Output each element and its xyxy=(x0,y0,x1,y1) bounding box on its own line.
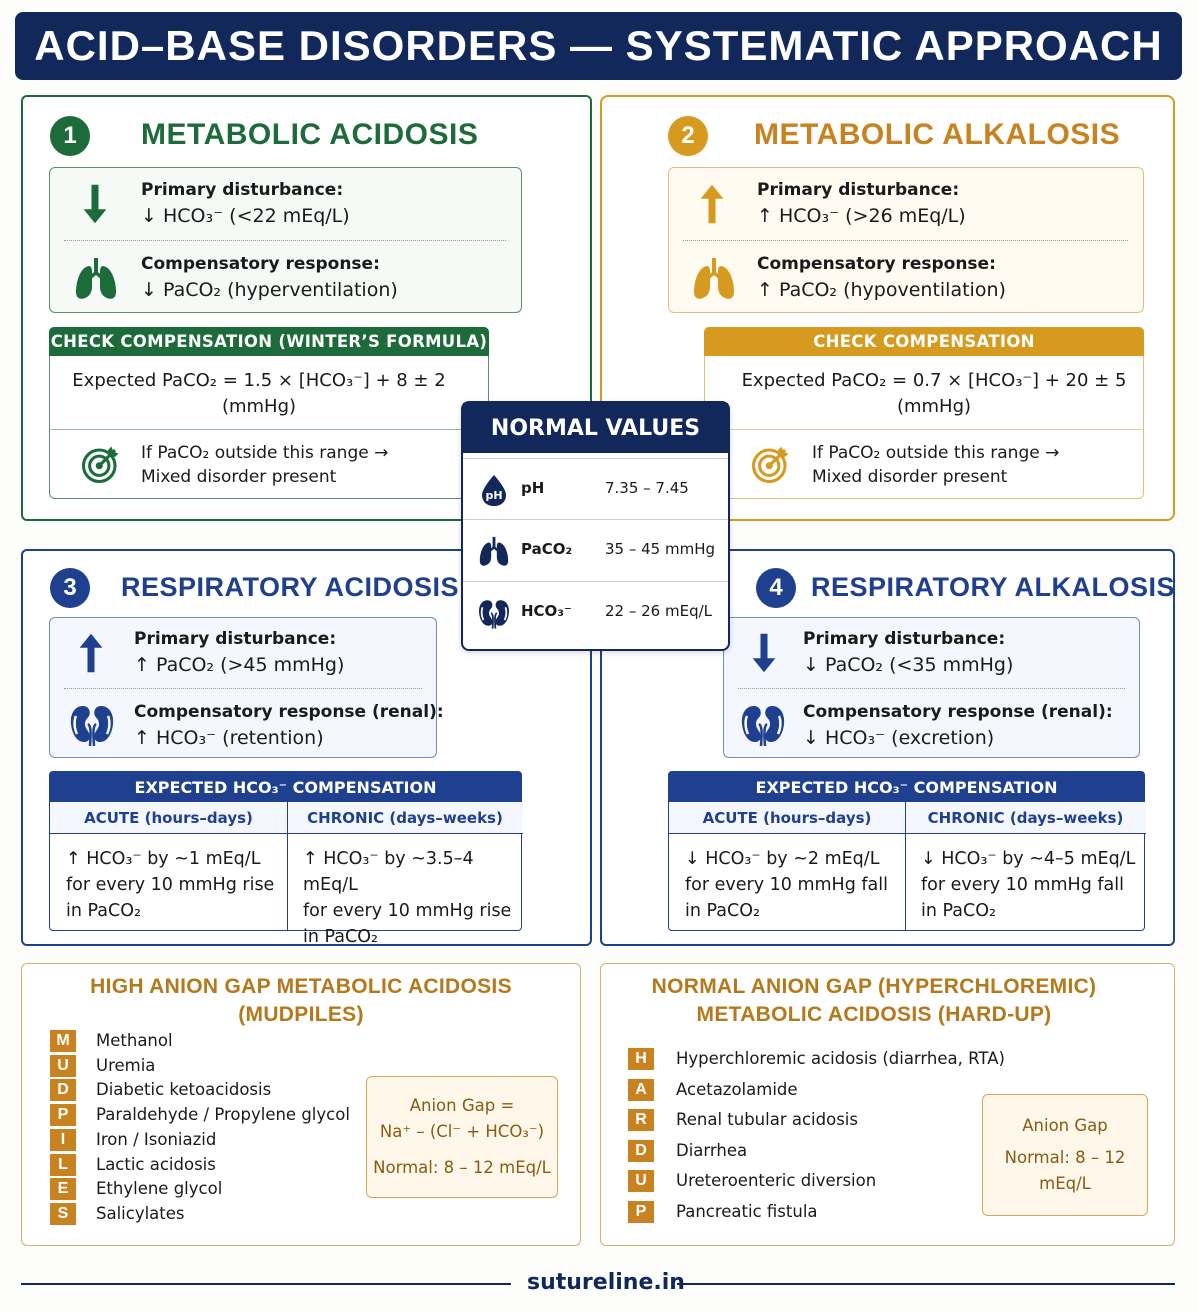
lungs-icon xyxy=(72,254,120,302)
mnemonic-item: Diabetic ketoacidosis xyxy=(96,1080,272,1100)
mnemonic-letter: E xyxy=(50,1178,76,1200)
target-icon xyxy=(80,443,122,485)
mixed-disorder-note xyxy=(812,441,1059,489)
divider xyxy=(51,429,487,430)
cell-line: in PaCO₂ xyxy=(685,901,761,921)
arrow-down-icon xyxy=(750,632,778,674)
anion-gap-formula-box xyxy=(366,1076,558,1198)
cell-line: ↑ HCO₃⁻ by ~1 mEq/L xyxy=(66,849,261,869)
arrow-down-icon xyxy=(81,183,109,225)
gap-line: Normal: 8 – 12 xyxy=(1004,1148,1126,1167)
normal-values-card xyxy=(461,401,730,651)
compensation-formula xyxy=(724,368,1144,420)
mnemonic-item: Renal tubular acidosis xyxy=(676,1110,858,1129)
mudpiles-title xyxy=(21,973,581,1029)
mnemonic-item: Uremia xyxy=(96,1055,156,1075)
mnemonic-letter: D xyxy=(50,1079,76,1101)
target-icon xyxy=(750,443,792,485)
formula-unit: (mmHg) xyxy=(221,396,297,417)
compensation-label: Compensatory response: xyxy=(757,254,996,274)
footer-site[interactable]: sutureline.in xyxy=(527,1270,685,1295)
title-line: METABOLIC ACIDOSIS (HARD-UP) xyxy=(696,1003,1052,1026)
mnemonic-letter: L xyxy=(50,1154,76,1176)
divider xyxy=(683,240,1128,241)
primary-label: Primary disturbance: xyxy=(134,629,337,649)
mnemonic-letter: R xyxy=(628,1109,654,1131)
compensation-value: ↓ PaCO₂ (hyperventilation) xyxy=(141,279,398,301)
mnemonic-letter: U xyxy=(628,1170,654,1192)
cell-line: for every 10 mmHg rise xyxy=(66,875,275,895)
mnemonic-item: Pancreatic fistula xyxy=(676,1201,818,1221)
footer-divider-right xyxy=(677,1283,1175,1285)
mnemonic-item: Paraldehyde / Propylene glycol xyxy=(96,1105,350,1125)
normal-values-heading: NORMAL VALUES xyxy=(463,403,728,453)
kidneys-icon xyxy=(68,700,116,748)
mixed-disorder-note xyxy=(141,441,388,489)
mnemonic-letter: S xyxy=(50,1203,76,1225)
mnemonic-item: Iron / Isoniazid xyxy=(96,1129,217,1149)
formula-text: Expected PaCO₂ = 1.5 × [HCO₃⁻] + 8 ± 2 xyxy=(72,370,446,391)
section-number-badge: 1 xyxy=(50,116,90,156)
formula-unit: (mmHg) xyxy=(896,396,972,417)
normal-value-row xyxy=(463,458,728,520)
note-line: Mixed disorder present xyxy=(812,467,1008,487)
mnemonic-letter: U xyxy=(50,1055,76,1077)
drop-icon-label: pH xyxy=(485,489,503,502)
mnemonic-item: Ethylene glycol xyxy=(96,1179,223,1199)
title-line: NORMAL ANION GAP (HYPERCHLOREMIC) xyxy=(651,975,1097,998)
arrow-up-icon xyxy=(77,632,105,674)
column-header-chronic: CHRONIC (days–weeks) xyxy=(905,802,1146,834)
check-compensation-header: CHECK COMPENSATION xyxy=(704,327,1144,356)
expected-compensation-table xyxy=(668,771,1145,931)
lungs-icon xyxy=(477,534,511,568)
winters-formula xyxy=(49,368,469,420)
primary-value: ↓ HCO₃⁻ (<22 mEq/L) xyxy=(141,205,350,227)
value-name: PaCO₂ xyxy=(521,540,573,558)
hardup-title xyxy=(600,973,1148,1029)
value-range: 35 – 45 mmHg xyxy=(605,540,716,558)
cell-line: in PaCO₂ xyxy=(66,901,142,921)
cell-line: in PaCO₂ xyxy=(303,927,379,947)
chronic-cell xyxy=(905,846,1135,924)
value-range: 22 – 26 mEq/L xyxy=(605,602,712,620)
anion-gap-normal-box xyxy=(982,1094,1148,1216)
divider xyxy=(706,429,1142,430)
mnemonic-item: Hyperchloremic acidosis (diarrhea, RTA) xyxy=(676,1049,1005,1068)
mnemonic-item: Acetazolamide xyxy=(676,1079,798,1099)
primary-value: ↓ PaCO₂ (<35 mmHg) xyxy=(803,654,1014,676)
compensation-label: Compensatory response: xyxy=(141,254,380,274)
cell-line: ↑ HCO₃⁻ by ~3.5–4 mEq/L xyxy=(303,849,474,895)
mnemonic-item: Lactic acidosis xyxy=(96,1154,216,1174)
primary-label: Primary disturbance: xyxy=(141,180,344,200)
gap-line: Anion Gap = xyxy=(409,1096,515,1115)
gap-line: Na⁺ – (Cl⁻ + HCO₃⁻) xyxy=(379,1122,545,1141)
mnemonic-letter: A xyxy=(628,1079,654,1101)
chronic-cell xyxy=(287,846,521,950)
section-heading: METABOLIC ACIDOSIS xyxy=(141,118,479,151)
divider xyxy=(64,240,506,241)
kidneys-icon xyxy=(739,700,787,748)
compensation-label: Compensatory response (renal): xyxy=(803,702,1113,722)
primary-value: ↑ HCO₃⁻ (>26 mEq/L) xyxy=(757,205,966,227)
kidneys-icon xyxy=(477,596,511,630)
value-range: 7.35 – 7.45 xyxy=(605,479,689,497)
gap-line: mEq/L xyxy=(1039,1174,1091,1193)
title-line: (MUDPILES) xyxy=(238,1003,364,1026)
section-heading: RESPIRATORY ALKALOSIS xyxy=(811,572,1176,602)
primary-value: ↑ PaCO₂ (>45 mmHg) xyxy=(134,654,345,676)
cell-line: in PaCO₂ xyxy=(921,901,997,921)
column-header-chronic: CHRONIC (days–weeks) xyxy=(287,802,523,834)
normal-value-row xyxy=(463,581,728,643)
gap-line: Normal: 8 – 12 mEq/L xyxy=(373,1158,551,1177)
acute-cell xyxy=(50,846,274,924)
column-header-acute: ACUTE (hours–days) xyxy=(669,802,905,834)
mnemonic-letter: P xyxy=(50,1104,76,1126)
cell-line: ↓ HCO₃⁻ by ~4–5 mEq/L xyxy=(921,849,1136,869)
cell-line: for every 10 mmHg fall xyxy=(685,875,888,895)
note-line: If PaCO₂ outside this range → xyxy=(812,443,1060,463)
lungs-icon xyxy=(690,254,738,302)
primary-label: Primary disturbance: xyxy=(757,180,960,200)
column-header-acute: ACUTE (hours–days) xyxy=(50,802,287,834)
note-line: If PaCO₂ outside this range → xyxy=(141,443,389,463)
section-heading: METABOLIC ALKALOSIS xyxy=(754,118,1121,151)
value-name: pH xyxy=(521,479,545,497)
mnemonic-letter: P xyxy=(628,1201,654,1223)
gap-line: Anion Gap xyxy=(1022,1116,1108,1135)
section-heading: RESPIRATORY ACIDOSIS xyxy=(121,572,460,602)
acute-cell xyxy=(669,846,888,924)
normal-value-row xyxy=(463,519,728,581)
compensation-value: ↑ HCO₃⁻ (retention) xyxy=(134,727,324,749)
mnemonic-letter: H xyxy=(628,1048,654,1070)
footer-divider-left xyxy=(21,1283,511,1285)
expected-compensation-table xyxy=(49,771,522,947)
cell-line: ↓ HCO₃⁻ by ~2 mEq/L xyxy=(685,849,880,869)
mnemonic-item: Salicylates xyxy=(96,1203,185,1223)
section-number-badge: 4 xyxy=(756,568,796,608)
compensation-value: ↓ HCO₃⁻ (excretion) xyxy=(803,727,995,749)
table-header: EXPECTED HCO₃⁻ COMPENSATION xyxy=(50,772,521,802)
divider xyxy=(64,688,422,689)
compensation-value: ↑ PaCO₂ (hypoventilation) xyxy=(757,279,1006,301)
mnemonic-item: Methanol xyxy=(96,1031,173,1050)
cell-line: for every 10 mmHg fall xyxy=(921,875,1124,895)
table-header: EXPECTED HCO₃⁻ COMPENSATION xyxy=(669,772,1144,802)
mnemonic-item: Ureteroenteric diversion xyxy=(676,1171,877,1190)
formula-text: Expected PaCO₂ = 0.7 × [HCO₃⁻] + 20 ± 5 xyxy=(741,370,1127,391)
section-number-badge: 3 xyxy=(50,568,90,608)
note-line: Mixed disorder present xyxy=(141,467,337,487)
cell-line: for every 10 mmHg rise xyxy=(303,901,512,921)
value-name: HCO₃⁻ xyxy=(521,602,572,620)
check-compensation-header: CHECK COMPENSATION (WINTER’S FORMULA) xyxy=(49,327,489,356)
drop-icon xyxy=(477,473,511,507)
compensation-label: Compensatory response (renal): xyxy=(134,702,444,722)
mnemonic-letter: D xyxy=(628,1140,654,1162)
section-number-badge: 2 xyxy=(668,116,708,156)
divider xyxy=(738,688,1125,689)
page-title: ACID–BASE DISORDERS — SYSTEMATIC APPROACH xyxy=(15,12,1182,80)
mnemonic-letter: I xyxy=(50,1129,76,1151)
arrow-up-icon xyxy=(698,183,726,225)
primary-label: Primary disturbance: xyxy=(803,629,1006,649)
mnemonic-letter: M xyxy=(50,1030,76,1052)
title-line: HIGH ANION GAP METABOLIC ACIDOSIS xyxy=(90,975,512,998)
mnemonic-item: Diarrhea xyxy=(676,1140,748,1160)
